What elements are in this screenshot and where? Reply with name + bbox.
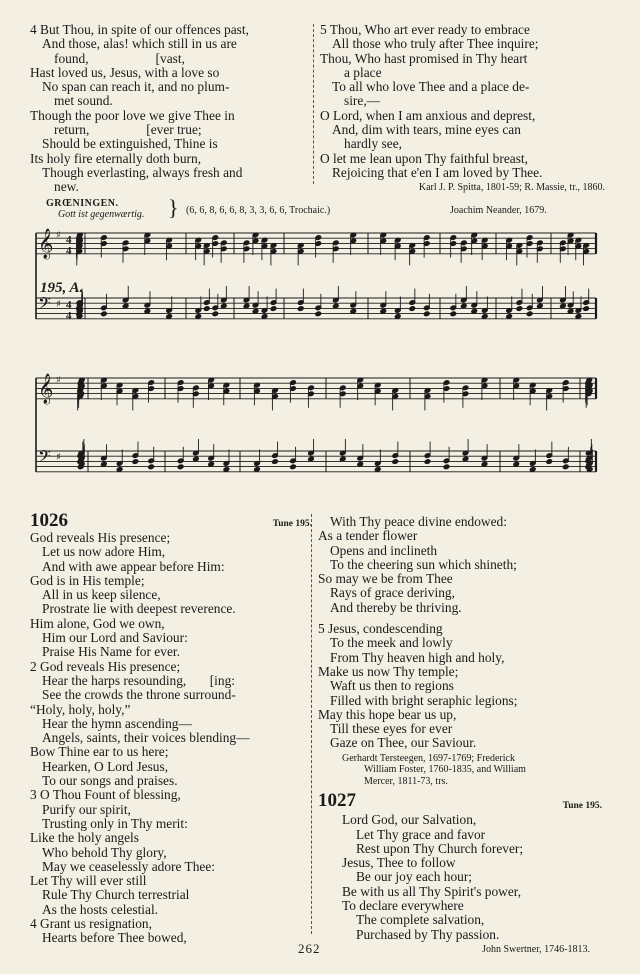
- verse-line: sire,—: [344, 93, 381, 109]
- verse-line: 4 But Thou, in spite of our offences past,: [30, 22, 249, 37]
- verse-line: Praise His Name for ever.: [42, 644, 180, 660]
- verse-line: To the meek and lowly: [330, 635, 453, 651]
- verse-line: Filled with bright seraphic legions;: [330, 692, 518, 708]
- author-credit: John Swertner, 1746-1813.: [482, 943, 590, 955]
- note-head: [101, 311, 108, 317]
- verse-line: Let Thy will ever still: [30, 873, 147, 889]
- bass-clef-icon: 𝄢: [38, 293, 51, 317]
- verse-line: Hear the hymn ascending—: [42, 715, 192, 731]
- author-credit: [318, 753, 610, 788]
- verse-line: “Holy, holy, holy,”: [30, 701, 131, 717]
- sharp-icon: ♯: [56, 375, 61, 386]
- verse-line: The complete salvation,: [356, 912, 485, 928]
- verse-line: To the cheering sun which shineth;: [330, 556, 517, 572]
- verse-line: Purify our spirit,: [42, 801, 131, 817]
- time-signature-top: 4: [66, 234, 72, 246]
- note-head: [546, 459, 553, 465]
- verse-line: Him our Lord and Saviour:: [42, 630, 188, 646]
- note-head: [270, 306, 277, 312]
- verse-line: Rule Thy Church terrestrial: [42, 887, 190, 903]
- credit-line: William Foster, 1760-1835, and William: [364, 764, 526, 776]
- time-signature-bottom: 4: [66, 310, 72, 322]
- page-number: 262: [298, 941, 321, 956]
- tune-reference: Tune 195.: [562, 801, 602, 812]
- verse-line: new.: [54, 179, 79, 195]
- verse-line: To declare everywhere: [342, 898, 464, 914]
- verse-line: Trusting only in Thy merit:: [42, 815, 188, 831]
- note-head: [315, 311, 322, 317]
- verse-line: And thereby be thriving.: [330, 599, 462, 615]
- verse-line: May this hope bear us up,: [318, 706, 457, 722]
- note-head: [450, 311, 457, 317]
- treble-clef-icon: 𝄞: [38, 229, 54, 259]
- verse-line: God is in His temple;: [30, 572, 145, 588]
- verse-line: met sound.: [54, 93, 113, 109]
- hymn-tune-number: 195, A.: [40, 280, 84, 296]
- verse-line: And with awe appear before Him:: [42, 558, 225, 574]
- treble-clef-icon: 𝄞: [38, 374, 54, 404]
- verse-line: Though everlasting, always fresh and: [42, 164, 243, 180]
- verse-line: Rays of grace deriving,: [330, 585, 455, 601]
- verse-line: return, [ever true;: [54, 122, 202, 138]
- tune-name: GRŒNINGEN.: [46, 198, 119, 209]
- verse-line: O let me lean upon Thy faithful breast,: [320, 150, 528, 166]
- verse-line: 5 Jesus, condescending: [318, 621, 443, 637]
- verse-line: Be our joy each hour;: [356, 869, 473, 885]
- credit-line: Mercer, 1811-73, trs.: [364, 775, 448, 787]
- verse-line: hardly see,: [344, 136, 403, 152]
- sharp-icon: ♯: [56, 230, 61, 241]
- verse-line: Should be extinguished, Thine is: [42, 136, 218, 152]
- note-head: [562, 464, 569, 470]
- note-head: [409, 306, 416, 312]
- verse-line: Jesus, Thee to follow: [342, 855, 456, 871]
- verse-line: No span can reach it, and no plum-: [42, 79, 230, 95]
- verse-line: May we ceaselessly adore Thee:: [42, 858, 216, 874]
- note-head: [148, 464, 155, 470]
- verse-line: Gaze on Thee, our Saviour.: [330, 735, 477, 751]
- tune-composer: Joachim Neander, 1679.: [450, 205, 547, 216]
- verse-line: Be with us all Thy Spirit's power,: [342, 883, 522, 899]
- time-signature-top: 4: [66, 299, 72, 311]
- note-head: [132, 459, 139, 465]
- verse-line: 5 Thou, Who art ever ready to embrace: [320, 22, 530, 37]
- bass-clef-icon: 𝄢: [38, 446, 51, 470]
- sharp-icon: ♯: [56, 299, 61, 310]
- verse-line: All those who truly after Thee inquire;: [332, 36, 539, 52]
- brace: }: [168, 195, 179, 220]
- verse-line: Hast loved us, Jesus, with a love so: [30, 64, 220, 80]
- verse-line: To all who love Thee and a place de-: [332, 79, 530, 95]
- verse-line: Who behold Thy glory,: [42, 844, 167, 860]
- tune-reference: Tune 195.: [272, 519, 312, 529]
- verse-line: As the hosts celestial.: [42, 901, 159, 917]
- verse-line: So may we be from Thee: [318, 571, 453, 587]
- verse-line: Lord God, our Salvation,: [342, 812, 477, 828]
- hymn-1026-right: [318, 515, 610, 955]
- column-divider: [311, 514, 313, 934]
- verse-line: As a tender flower: [318, 528, 418, 544]
- note-head: [297, 306, 304, 312]
- verse-line: Let Thy grace and favor: [356, 826, 486, 842]
- verse-line: 4 Grant us resignation,: [30, 916, 152, 932]
- hymn-1026-left: [30, 511, 310, 946]
- verse-line: Till these eyes for ever: [330, 721, 453, 737]
- verse-line: 2 God reveals His presence;: [30, 658, 181, 674]
- verse-line: And, dim with tears, mine eyes can: [332, 122, 521, 138]
- verse-line: Purchased by Thy passion.: [356, 926, 500, 942]
- note-head: [212, 311, 219, 317]
- note-head: [203, 306, 210, 312]
- verse-line: Rest upon Thy Church forever;: [356, 840, 524, 856]
- verse-line: Make us now Thy temple;: [318, 663, 459, 679]
- verse-line: All in us keep silence,: [42, 587, 161, 603]
- tune-alt-name: Gott ist gegenwærtig.: [58, 209, 145, 220]
- time-signature-bottom: 4: [66, 245, 72, 257]
- verse-line: Its holy fire eternally doth burn,: [30, 150, 202, 166]
- verse-line: Opens and inclineth: [330, 542, 438, 558]
- verse-line: See the crowds the throne surround-: [42, 687, 236, 703]
- note-head: [526, 311, 533, 317]
- verse-line: Waft us then to regions: [330, 678, 454, 694]
- verse-line: Like the holy angels: [30, 830, 139, 846]
- credit-line: Gerhardt Tersteegen, 1697-1769; Frederick: [342, 752, 515, 764]
- note-head: [290, 464, 297, 470]
- verse-line: 3 O Thou Fount of blessing,: [30, 787, 181, 803]
- verse-line: To our songs and praises.: [42, 773, 178, 789]
- verse-line: Let us now adore Him,: [42, 544, 166, 560]
- verse-line: Thou, Who hast promised in Thy heart: [320, 50, 528, 66]
- note-head: [272, 459, 279, 465]
- tune-meter: (6, 6, 8, 6, 6, 8, 3, 3, 6, 6, Trochaic.): [186, 205, 331, 216]
- note-head: [423, 311, 430, 317]
- note-head: [424, 459, 431, 465]
- verse-line: Hearken, O Lord Jesus,: [42, 758, 169, 774]
- verse-line: Angels, saints, their voices blending—: [42, 730, 250, 746]
- verse-line: a place: [344, 64, 382, 80]
- note-head: [392, 459, 399, 465]
- sharp-icon: ♯: [56, 452, 61, 463]
- verse-line: O Lord, when I am anxious and deprest,: [320, 107, 536, 123]
- verse-line: Though the poor love we give Thee in: [30, 107, 235, 123]
- verse-line: God reveals His presence;: [30, 530, 171, 545]
- note-head: [443, 464, 450, 470]
- note-head: [177, 464, 184, 470]
- author-credit: Karl J. P. Spitta, 1801-59; R. Massie, tr., 1860.: [418, 182, 605, 194]
- verse-line: Hear the harps resounding, [ing:: [42, 672, 236, 688]
- hymn-number: 1027: [318, 790, 356, 812]
- verse-line: found, [vast,: [54, 50, 185, 66]
- verse-line: From Thy heaven high and holy,: [330, 649, 505, 665]
- verse-line: Hearts before Thee bowed,: [42, 930, 187, 946]
- verse-line: Rejoicing that e'en I am loved by Thee.: [332, 164, 543, 180]
- verse-line: And those, alas! which still in us are: [42, 36, 237, 52]
- note-head: [516, 306, 523, 312]
- verse-line: Him alone, God we own,: [30, 615, 165, 631]
- verse-line: Prostrate lie with deepest reverence.: [42, 601, 236, 617]
- verse-line: With Thy peace divine endowed:: [330, 514, 507, 529]
- note-head: [583, 306, 590, 312]
- verse-line: Bow Thine ear to us here;: [30, 744, 169, 760]
- hymn-number: 1026: [30, 510, 68, 531]
